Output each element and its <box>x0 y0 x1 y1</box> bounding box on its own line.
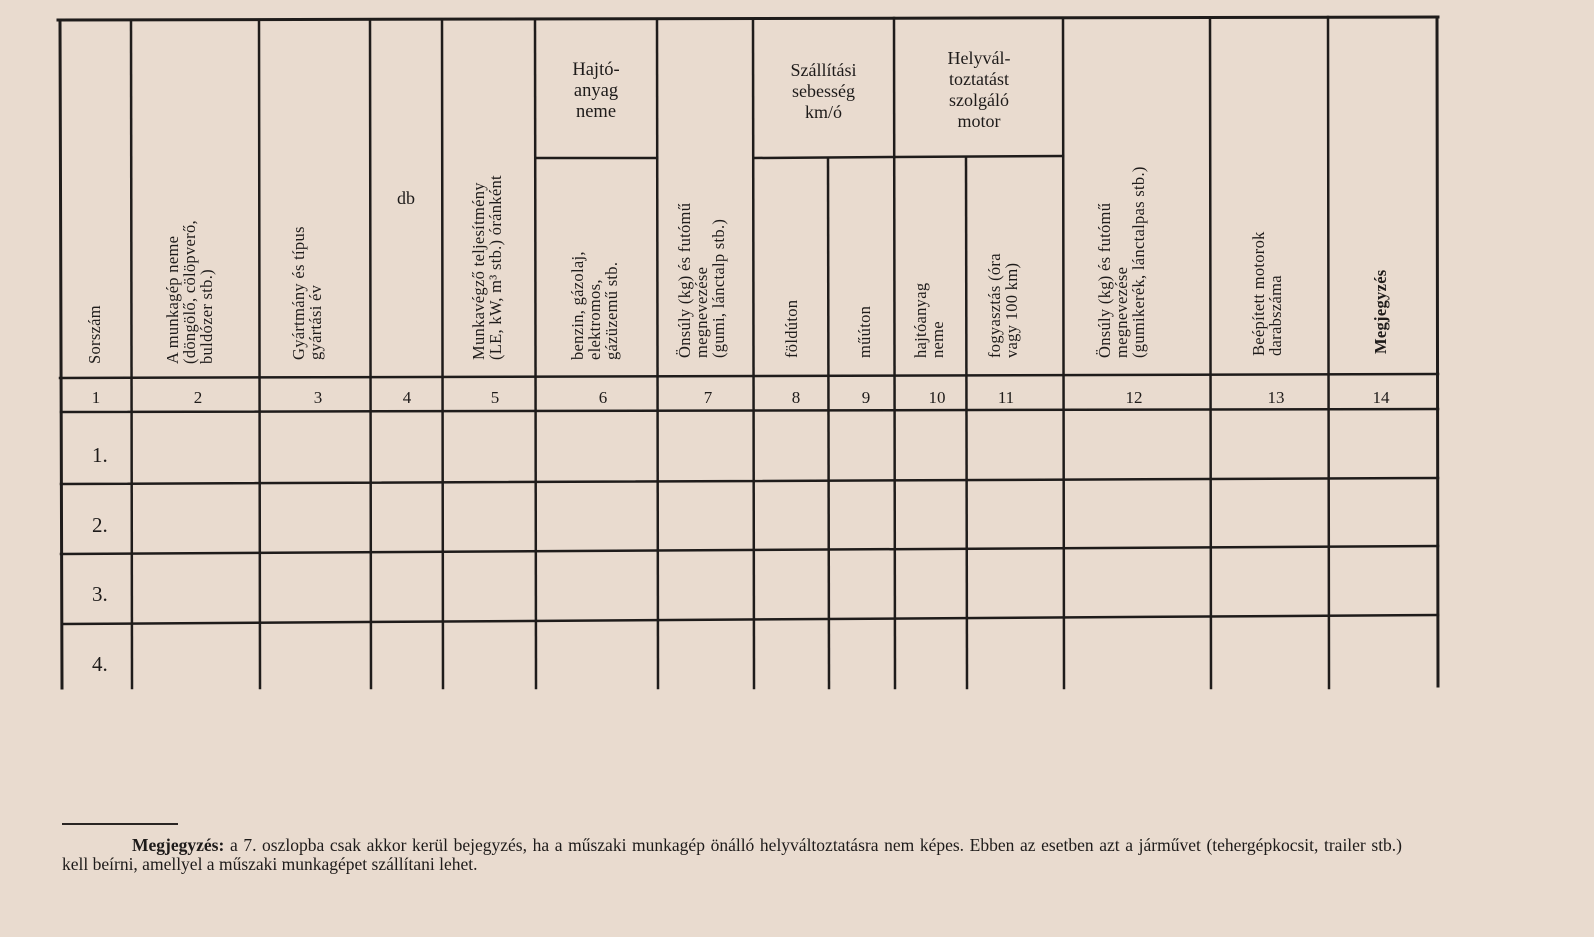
header-onsuly-futomu-12: Önsúly (kg) és futómű megnevezése (gumikerék, lánctalpas stb.) <box>1095 166 1148 358</box>
header-helyvaltoztatast-motor: Helyvál- toztatást szolgáló motor <box>947 48 1011 131</box>
footnote <box>62 836 1402 874</box>
column-number: 1 <box>91 388 101 407</box>
footnote-text: a 7. oszlopba csak akkor kerül bejegyzés, ha a műszaki munkagép önálló helyváltoztatásra nem képes. Ebben az esetben azt a járművet (tehergépkocsit, trailer stb.) kell beírni, amellyel a műszaki munkagépet szállítani lehet. <box>62 835 1403 874</box>
column-number: 4 <box>402 388 412 407</box>
row-number: 1. <box>92 443 108 467</box>
column-number: 10 <box>928 388 946 407</box>
row-number: 2. <box>92 513 108 537</box>
header-foldúton: földúton <box>782 299 801 358</box>
header-db: db <box>397 188 415 208</box>
header-hajtoanyag-neme: Hajtó- anyag neme <box>572 60 620 122</box>
header-beepitett-motorok: Beépített motorok darabszáma <box>1249 231 1285 356</box>
header-megjegyzes: Megjegyzés <box>1371 269 1390 354</box>
header-munkagep-neme: A munkagép neme (döngölő, cölöpverő, buldózer stb.) <box>163 220 216 364</box>
header-sorszam: Sorszám <box>85 305 104 364</box>
column-number: 13 <box>1267 388 1285 407</box>
column-number: 8 <box>791 388 801 407</box>
header-onsuly-futomu-7: Önsúly (kg) és futómű megnevezése (gumi, lánctalp stb.) <box>675 202 728 358</box>
header-szallitasi-sebesseg: Szállítási sebesség km/ó <box>790 60 857 122</box>
header-benzin-gazolaj: benzin, gázolaj, elektromos, gázüzemű stb. <box>568 251 621 360</box>
column-number: 2 <box>193 388 203 407</box>
column-number: 7 <box>703 388 713 407</box>
row-number: 3. <box>92 582 108 606</box>
header-hajtoanyag-neme-motor: hajtóanyag neme <box>911 282 947 358</box>
header-teljesitmeny: Munkavégző teljesítmény (LE, kW, m³ stb.) óránként <box>469 175 505 360</box>
column-number: 14 <box>1372 388 1390 407</box>
footnote-divider <box>62 823 178 825</box>
column-number: 5 <box>490 388 500 407</box>
header-gyartmany-tipus: Gyártmány és típus gyártási év <box>289 226 325 360</box>
column-number: 9 <box>861 388 871 407</box>
column-number: 3 <box>313 388 323 407</box>
header-muuton: műúton <box>855 305 874 358</box>
footnote-label: Megjegyzés: <box>132 835 225 855</box>
row-number: 4. <box>92 652 108 676</box>
header-fogyasztas: fogyasztás (óra vagy 100 km) <box>985 253 1021 358</box>
column-number: 12 <box>1125 388 1143 407</box>
column-number: 6 <box>598 388 608 407</box>
column-number: 11 <box>997 388 1015 407</box>
